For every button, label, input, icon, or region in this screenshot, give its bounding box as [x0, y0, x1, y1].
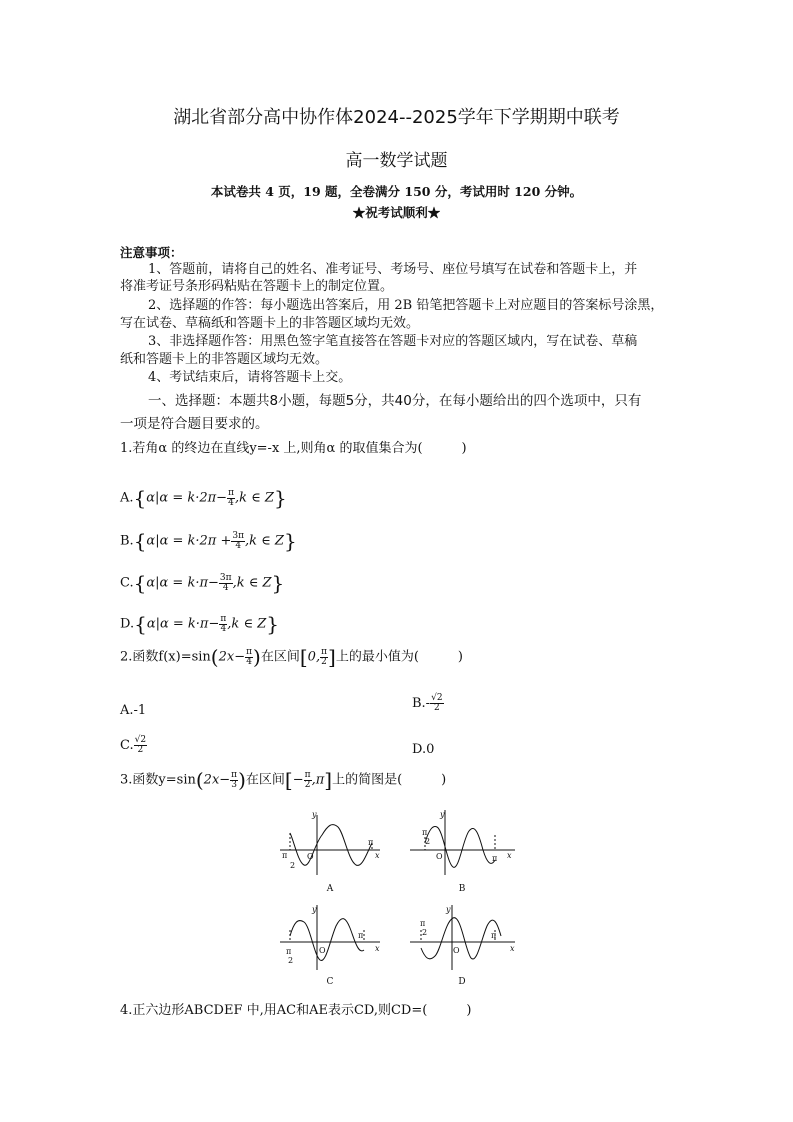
graph-a-y-label: y [312, 810, 317, 819]
option-expr-tail: ,k ∈ Z [227, 616, 267, 632]
question-number: 2. [120, 649, 133, 665]
q2-option-c[interactable] [120, 736, 147, 755]
graph-d-x-label: x [510, 944, 515, 953]
note-3-line-2: 纸和答题卡上的非答题区域均无效。 [120, 352, 329, 367]
exam-subtitle: 高一数学试题 [345, 151, 448, 171]
graph-c-neg-pi: π [286, 947, 292, 956]
graph-d-two: 2 [422, 928, 428, 937]
math-interval-tail: ,π [311, 772, 325, 788]
graph-a-pi: π [368, 838, 374, 847]
option-expr: α|α = k·2π− [146, 490, 228, 506]
note-3-line-1: 3、非选择题作答：用黑色签字笔直接答在答题卡对应的答题区域内，写在试卷、草稿 [148, 334, 638, 349]
graph-c-two: 2 [288, 956, 294, 965]
question-text: 上的简图是( ) [332, 772, 447, 788]
graph-b-y-label: y [440, 810, 445, 819]
option-expr: α|α = k·π− [146, 575, 219, 591]
graph-c[interactable] [280, 905, 380, 970]
graph-b-caption: B [458, 884, 466, 894]
question-text: 正六边形ABCDEF 中,用AC和AE表示CD,则CD=( ) [132, 1003, 472, 1018]
graph-d[interactable] [410, 905, 515, 970]
option-expr: α|α = k·2π + [146, 533, 232, 549]
q1-option-d[interactable]: D.{α|α = k·π− $\frac{\pi}{4}$ ,k ∈ Z} [120, 612, 279, 636]
math-interval: 0, [307, 649, 321, 665]
graph-d-caption: D [458, 977, 466, 987]
exam-title: 湖北省部分高中协作体2024--2025学年下学期期中联考 [173, 107, 620, 128]
fraction: $\frac{√2}{2}$ [431, 693, 443, 713]
section-1-line-1: 一、选择题：本题共8小题，每题5分，共40分，在每小题给出的四个选项中，只有 [148, 393, 642, 409]
graph-d-pi: π [491, 931, 497, 940]
question-text: 函数y=sin [132, 772, 196, 788]
fraction: $\frac{3\pi}{4}$ [219, 572, 232, 593]
fraction: $\frac{3\pi}{4}$ [232, 530, 245, 551]
graph-c-y-label: y [312, 905, 317, 914]
math-arg: 2x− [218, 649, 246, 665]
question-text: 在区间 [260, 649, 300, 665]
q1-option-c[interactable]: C.{α|α = k·π− $\frac{3\pi}{4}$ ,k ∈ Z} [120, 571, 285, 595]
option-expr: α|α = k·π− [146, 616, 220, 632]
option-expr-tail: ,k ∈ Z [232, 575, 272, 591]
graph-c-pi: π [358, 931, 364, 940]
exam-info: 本试卷共 4 页，19 题，全卷满分 150 分，考试用时 120 分钟。 [210, 184, 583, 199]
question-text: 若角α 的终边在直线y=-x 上,则角α 的取值集合为( ) [132, 441, 467, 456]
q2-option-d[interactable]: D.0 [412, 742, 435, 757]
option-label: D. [120, 616, 135, 632]
fraction: $\frac{\pi}{4}$ [228, 487, 234, 508]
note-4: 4、考试结束后，请将答题卡上交。 [148, 370, 352, 385]
question-2: 2.函数f(x)=sin(2x− $\frac{\pi}{4}$ )在区间[0, $\frac{\pi}{2}$ ]上的最小值为( ) [120, 645, 463, 669]
graph-d-y-label: y [446, 905, 451, 914]
fraction: $\frac{\pi}{2}$ [321, 646, 327, 667]
question-4 [120, 999, 471, 1018]
q2-option-b[interactable] [412, 694, 444, 713]
question-text: 在区间 [245, 772, 285, 788]
option-label: C. [120, 738, 134, 753]
graph-d-origin: O [453, 946, 460, 955]
exam-blessing: ★祝考试顺利★ [352, 205, 441, 220]
math-interval: − [292, 772, 304, 788]
graph-a-x-label: x [375, 851, 380, 860]
question-text: 函数f(x)=sin [132, 649, 211, 665]
question-text: 上的最小值为( ) [335, 649, 463, 665]
question-number: 3. [120, 772, 133, 788]
q2-option-a[interactable]: A.-1 [120, 703, 147, 718]
graph-a-origin: O [307, 852, 314, 861]
graph-c-caption: C [326, 977, 334, 987]
graph-c-origin: O [319, 946, 326, 955]
option-label: C. [120, 575, 134, 591]
question-3: 3.函数y=sin(2x− $\frac{\pi}{3}$ )在区间[− $\frac{\pi}{2}$ ,π]上的简图是( ) [120, 768, 447, 792]
fraction: $\frac{√2}{2}$ [134, 735, 147, 755]
note-1-line-2: 将准考证号条形码粘贴在答题卡上的制定位置。 [120, 279, 394, 294]
note-2-line-1: 2、选择题的作答：每小题选出答案后，用 2B 铅笔把答题卡上对应题目的答案标号涂黑， [148, 298, 664, 313]
graph-b-neg-pi: π [422, 828, 428, 837]
graph-a-two: 2 [290, 861, 296, 870]
graph-c-x-label: x [375, 944, 380, 953]
option-expr-tail: ,k ∈ Z [245, 533, 284, 549]
q1-option-b[interactable]: B.{α|α = k·2π + $\frac{3\pi}{4}$ ,k ∈ Z} [120, 529, 297, 553]
fraction: $\frac{\pi}{3}$ [231, 769, 238, 790]
math-arg: 2x− [203, 772, 231, 788]
fraction: $\frac{\pi}{2}$ [304, 769, 311, 790]
q3-graphs [270, 805, 530, 995]
graph-b-origin: O [436, 852, 443, 861]
section-1-line-2: 一项是符合题目要求的。 [120, 416, 269, 432]
graph-b-x-label: x [507, 851, 512, 860]
option-label: A. [120, 490, 134, 506]
note-2-line-2: 写在试卷、草稿纸和答题卡上的非答题区域均无效。 [120, 316, 420, 331]
question-1 [120, 437, 467, 456]
notes-heading: 注意事项： [120, 245, 183, 260]
note-1-line-1: 1、答题前，请将自己的姓名、准考证号、考场号、座位号填写在试卷和答题卡上，并 [148, 262, 638, 277]
option-label: B. [120, 533, 134, 549]
graph-d-neg-pi: π [420, 919, 426, 928]
graph-b-pi: π [492, 854, 498, 863]
fraction: $\frac{\pi}{4}$ [246, 646, 253, 667]
option-expr-tail: ,k ∈ Z [235, 490, 274, 506]
option-label: B.- [412, 696, 431, 711]
q1-option-a[interactable]: A.{α|α = k·2π− $\frac{\pi}{4}$ ,k ∈ Z} [120, 486, 287, 510]
graph-b-two: 2 [425, 837, 431, 846]
fraction: $\frac{\pi}{4}$ [220, 613, 227, 634]
graph-a-caption: A [326, 884, 334, 894]
question-number: 1. [120, 441, 133, 456]
graph-a-neg-pi: π [282, 851, 288, 860]
question-number: 4. [120, 1003, 133, 1018]
